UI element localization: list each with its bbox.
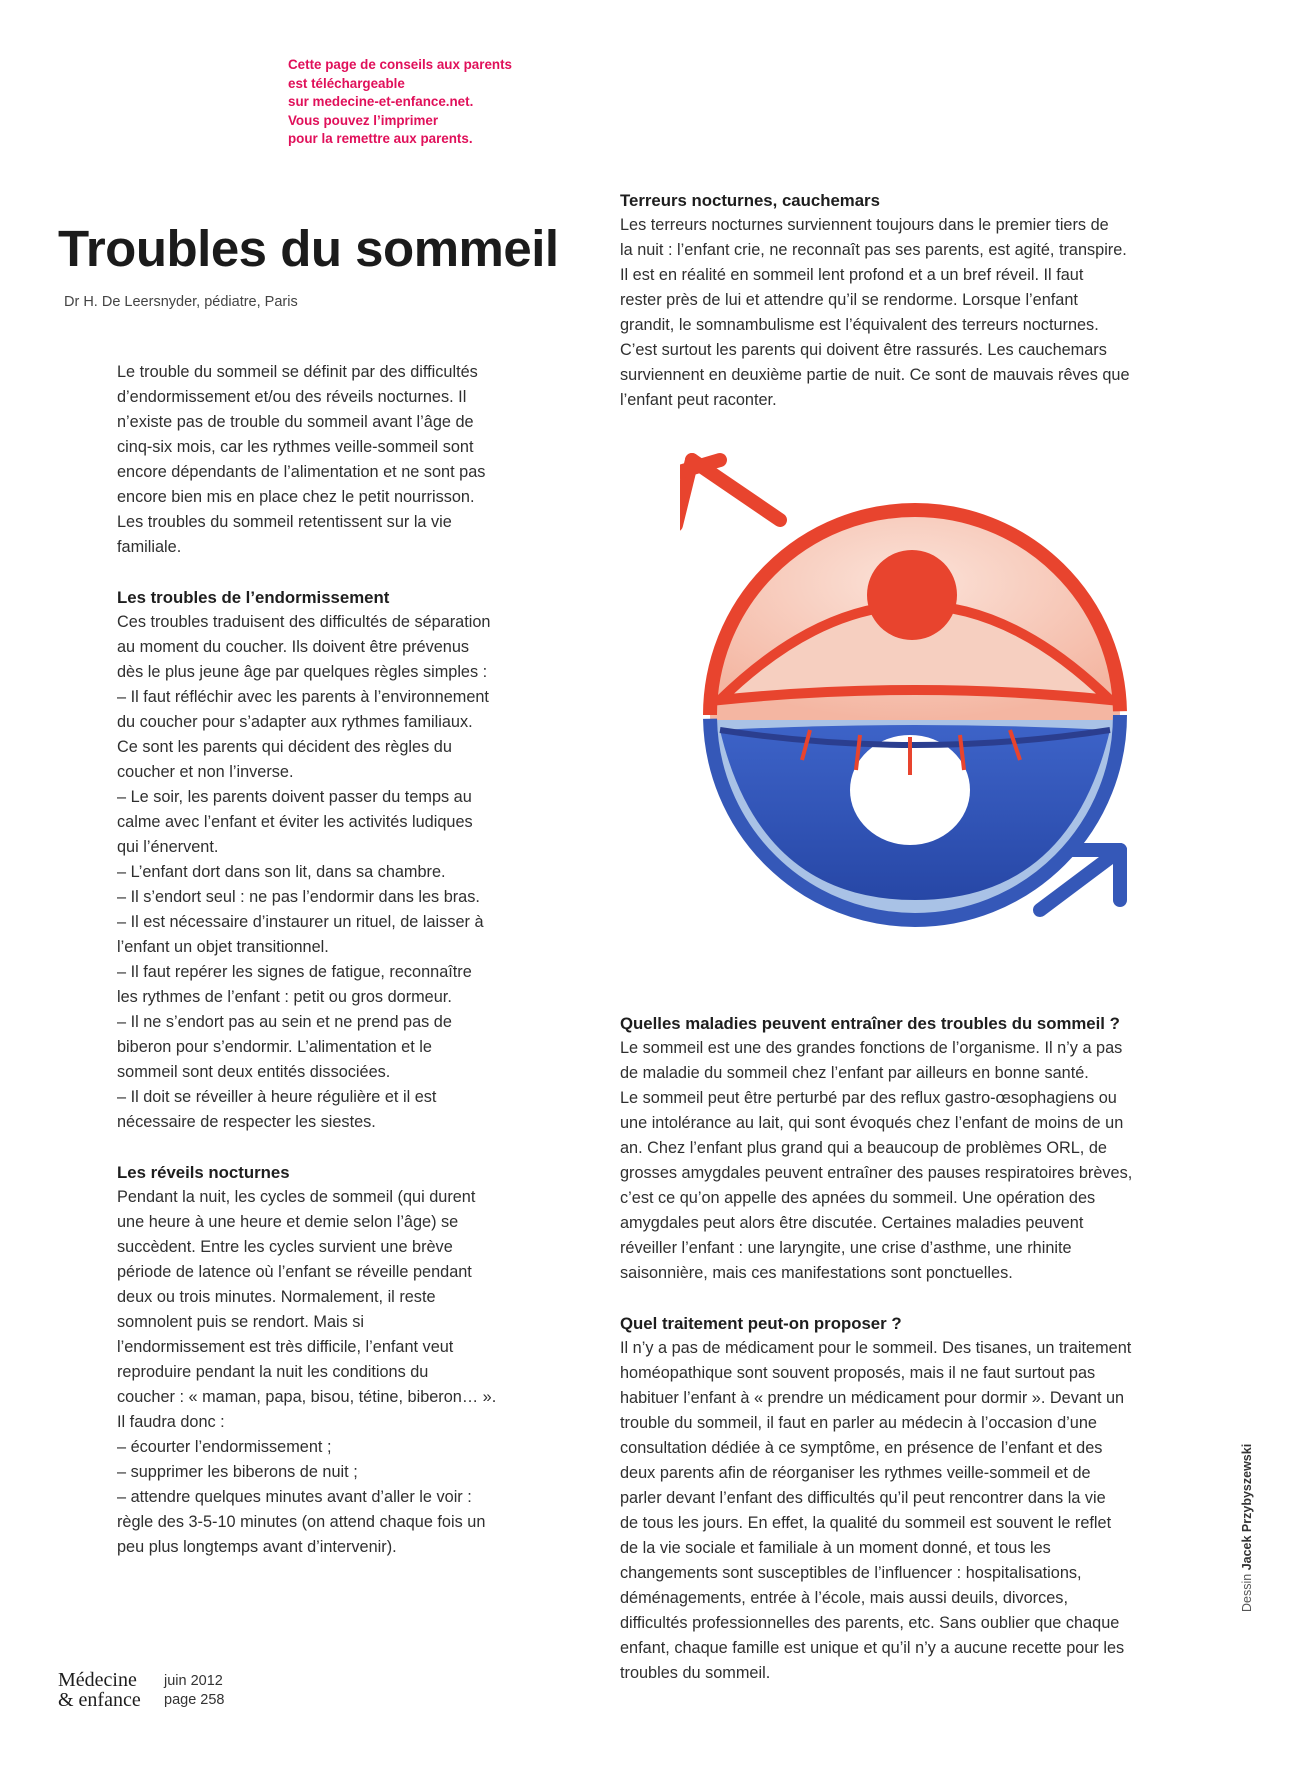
section-heading: Les réveils nocturnes: [117, 1163, 290, 1182]
text-line: qui l’énervent.: [117, 838, 219, 856]
reveils-section: [117, 1160, 537, 1560]
text-line: somnolent puis se rendort. Mais si: [117, 1313, 365, 1331]
text-line: une intolérance au lait, qui sont évoqués chez l’enfant de moins de un: [620, 1114, 1124, 1132]
text-line: cinq-six mois, car les rythmes veille-sommeil sont: [117, 438, 474, 456]
eye-illustration: [680, 430, 1140, 990]
text-line: Le sommeil est une des grandes fonctions de l’organisme. Il n’y a pas: [620, 1039, 1123, 1057]
text-line: coucher : « maman, papa, bisou, tétine, biberon… ».: [117, 1388, 497, 1406]
text-line: peu plus longtemps avant d’intervenir).: [117, 1538, 397, 1556]
text-line: surviennent en deuxième partie de nuit. Ce sont de mauvais rêves que: [620, 366, 1130, 384]
left-column: [117, 360, 537, 1560]
text-line: grosses amygdales peuvent entraîner des pauses respiratoires brèves,: [620, 1164, 1133, 1182]
text-line: de maladie du sommeil chez l’enfant par ailleurs en bonne santé.: [620, 1064, 1089, 1082]
text-line: Le sommeil peut être perturbé par des reflux gastro-œsophagiens ou: [620, 1089, 1117, 1107]
right-column-top: [620, 188, 1180, 413]
text-line: au moment du coucher. Ils doivent être prévenus: [117, 638, 470, 656]
right-column-bottom: [620, 1011, 1180, 1686]
text-line: l’endormissement est très difficile, l’enfant veut: [117, 1338, 454, 1356]
text-line: coucher et non l’inverse.: [117, 763, 294, 781]
text-line: d’endormissement et/ou des réveils nocturnes. Il: [117, 388, 467, 406]
text-line: calme avec l’enfant et éviter les activités ludiques: [117, 813, 473, 831]
credit-prefix: Dessin: [1240, 1573, 1254, 1612]
text-line: Ces troubles traduisent des difficultés de séparation: [117, 613, 491, 631]
text-line: Il est en réalité en sommeil lent profond et a un bref réveil. Il faut: [620, 266, 1084, 284]
text-line: Les terreurs nocturnes surviennent toujours dans le premier tiers de: [620, 216, 1109, 234]
text-line: succèdent. Entre les cycles survient une brève: [117, 1238, 453, 1256]
text-line: changements sont susceptibles de l’influencer : hospitalisations,: [620, 1564, 1082, 1582]
text-line: – Le soir, les parents doivent passer du temps au: [117, 788, 472, 806]
text-line: consultation dédiée à ce symptôme, en présence de l’enfant et des: [620, 1439, 1103, 1457]
credit-name: Jacek Przybyszewski: [1240, 1443, 1254, 1571]
author-line: Dr H. De Leersnyder, pédiatre, Paris: [64, 294, 298, 310]
text-line: encore dépendants de l’alimentation et ne sont pas: [117, 463, 486, 481]
text-line: enfant, chaque famille est unique et qu’il n’y a aucune recette pour les: [620, 1639, 1125, 1657]
text-line: biberon pour s’endormir. L’alimentation et le: [117, 1038, 432, 1056]
red-pupil: [867, 550, 957, 640]
section-heading: Terreurs nocturnes, cauchemars: [620, 191, 880, 210]
text-line: – L’enfant dort dans son lit, dans sa chambre.: [117, 863, 446, 881]
text-line: – Il faut réfléchir avec les parents à l’environnement: [117, 688, 489, 706]
text-line: Il faudra donc :: [117, 1413, 225, 1431]
notice-line: Vous pouvez l’imprimer: [288, 112, 439, 128]
text-line: familiale.: [117, 538, 182, 556]
text-line: réveiller l’enfant : une laryngite, une crise d’asthme, une rhinite: [620, 1239, 1072, 1257]
text-line: troubles du sommeil.: [620, 1664, 771, 1682]
text-line: du coucher pour s’adapter aux rythmes familiaux.: [117, 713, 473, 731]
section-heading: Quel traitement peut-on proposer ?: [620, 1314, 902, 1333]
text-line: Ce sont les parents qui décident des règles du: [117, 738, 452, 756]
traitement-section: [620, 1311, 1180, 1686]
brand-line1: Médecine: [58, 1669, 137, 1691]
text-line: – Il ne s’endort pas au sein et ne prend pas de: [117, 1013, 452, 1031]
text-line: parler devant l’enfant des difficultés qu’il peut rencontrer dans la vie: [620, 1489, 1106, 1507]
text-line: – attendre quelques minutes avant d’aller le voir :: [117, 1488, 472, 1506]
text-line: habituer l’enfant à « prendre un médicament pour dormir ». Devant un: [620, 1389, 1125, 1407]
notice-line: Cette page de conseils aux parents: [288, 57, 512, 72]
text-line: – Il faut repérer les signes de fatigue, reconnaître: [117, 963, 472, 981]
text-line: période de latence où l’enfant se réveille pendant: [117, 1263, 472, 1281]
text-line: de tous les jours. En effet, la qualité du sommeil est souvent le reflet: [620, 1514, 1112, 1532]
brand-line2: & enfance: [58, 1689, 141, 1711]
text-line: encore bien mis en place chez le petit nourrisson.: [117, 488, 475, 506]
text-line: Les troubles du sommeil retentissent sur la vie: [117, 513, 452, 531]
text-line: amygdales peut alors être discutée. Certaines maladies peuvent: [620, 1214, 1084, 1232]
text-line: homéopathique sont souvent proposés, mais il ne faut surtout pas: [620, 1364, 1096, 1382]
text-line: trouble du sommeil, il faut en parler au médecin à l’occasion d’une: [620, 1414, 1097, 1432]
text-line: c’est ce qu’on appelle des apnées du sommeil. Une opération des: [620, 1189, 1096, 1207]
section-heading: Quelles maladies peuvent entraîner des troubles du sommeil ?: [620, 1014, 1120, 1033]
text-line: nécessaire de respecter les siestes.: [117, 1113, 376, 1131]
text-line: l’enfant un objet transitionnel.: [117, 938, 329, 956]
section-heading: Les troubles de l’endormissement: [117, 588, 390, 607]
text-line: dès le plus jeune âge par quelques règles simples :: [117, 663, 488, 681]
download-notice: [288, 56, 558, 149]
text-line: grandit, le somnambulisme est l’équivalent des terreurs nocturnes.: [620, 316, 1099, 334]
endormissement-section: [117, 585, 537, 1135]
text-line: an. Chez l’enfant plus grand qui a beaucoup de problèmes ORL, de: [620, 1139, 1107, 1157]
text-line: déménagements, entrée à l’école, mais aussi deuils, divorces,: [620, 1589, 1068, 1607]
notice-line[interactable]: sur medecine-et-enfance.net.: [288, 94, 474, 110]
page-number: page 258: [164, 1692, 225, 1708]
text-line: saisonnière, mais ces manifestations sont ponctuelles.: [620, 1264, 1013, 1282]
text-line: Le trouble du sommeil se définit par des difficultés: [117, 363, 478, 381]
text-line: une heure à une heure et demie selon l’âge) se: [117, 1213, 459, 1231]
text-line: l’enfant peut raconter.: [620, 391, 777, 409]
text-line: – écourter l’endormissement ;: [117, 1438, 332, 1456]
text-line: C’est surtout les parents qui doivent être rassurés. Les cauchemars: [620, 341, 1107, 359]
text-line: – supprimer les biberons de nuit ;: [117, 1463, 358, 1481]
text-line: rester près de lui et attendre qu’il se rendorme. Lorsque l’enfant: [620, 291, 1078, 309]
text-line: les rythmes de l’enfant : petit ou gros dormeur.: [117, 988, 452, 1006]
text-line: de la vie sociale et familiale à un moment donné, et tous les: [620, 1539, 1051, 1557]
page-title: Troubles du sommeil: [58, 220, 559, 277]
issue-date: juin 2012: [164, 1673, 223, 1689]
text-line: reproduire pendant la nuit les conditions du: [117, 1363, 429, 1381]
red-arrow-icon: [680, 460, 780, 525]
text-line: Il n’y a pas de médicament pour le sommeil. Des tisanes, un traitement: [620, 1339, 1132, 1357]
terreurs-section: [620, 188, 1180, 413]
text-line: deux parents afin de réorganiser les rythmes veille-sommeil et de: [620, 1464, 1091, 1482]
text-line: deux ou trois minutes. Normalement, il reste: [117, 1288, 436, 1306]
notice-line: est téléchargeable: [288, 75, 405, 91]
text-line: – Il doit se réveiller à heure régulière et il est: [117, 1088, 437, 1106]
text-line: règle des 3-5-10 minutes (on attend chaque fois un: [117, 1513, 486, 1531]
text-line: sommeil sont deux entités dissociées.: [117, 1063, 391, 1081]
text-line: – Il s’endort seul : ne pas l’endormir dans les bras.: [117, 888, 480, 906]
text-line: la nuit : l’enfant crie, ne reconnaît pas ses parents, est agité, transpire.: [620, 241, 1127, 259]
illustration-credit: [1240, 1444, 1254, 1612]
maladies-section: [620, 1011, 1180, 1286]
journal-logo: [58, 1670, 141, 1710]
text-line: difficultés professionnelles des parents, etc. Sans oublier que chaque: [620, 1614, 1120, 1632]
text-line: n’existe pas de trouble du sommeil avant l’âge de: [117, 413, 474, 431]
notice-line: pour la remettre aux parents.: [288, 131, 473, 147]
intro-section: [117, 360, 537, 560]
text-line: Pendant la nuit, les cycles de sommeil (qui durent: [117, 1188, 476, 1206]
text-line: – Il est nécessaire d’instaurer un rituel, de laisser à: [117, 913, 484, 931]
issue-info: [164, 1672, 224, 1710]
